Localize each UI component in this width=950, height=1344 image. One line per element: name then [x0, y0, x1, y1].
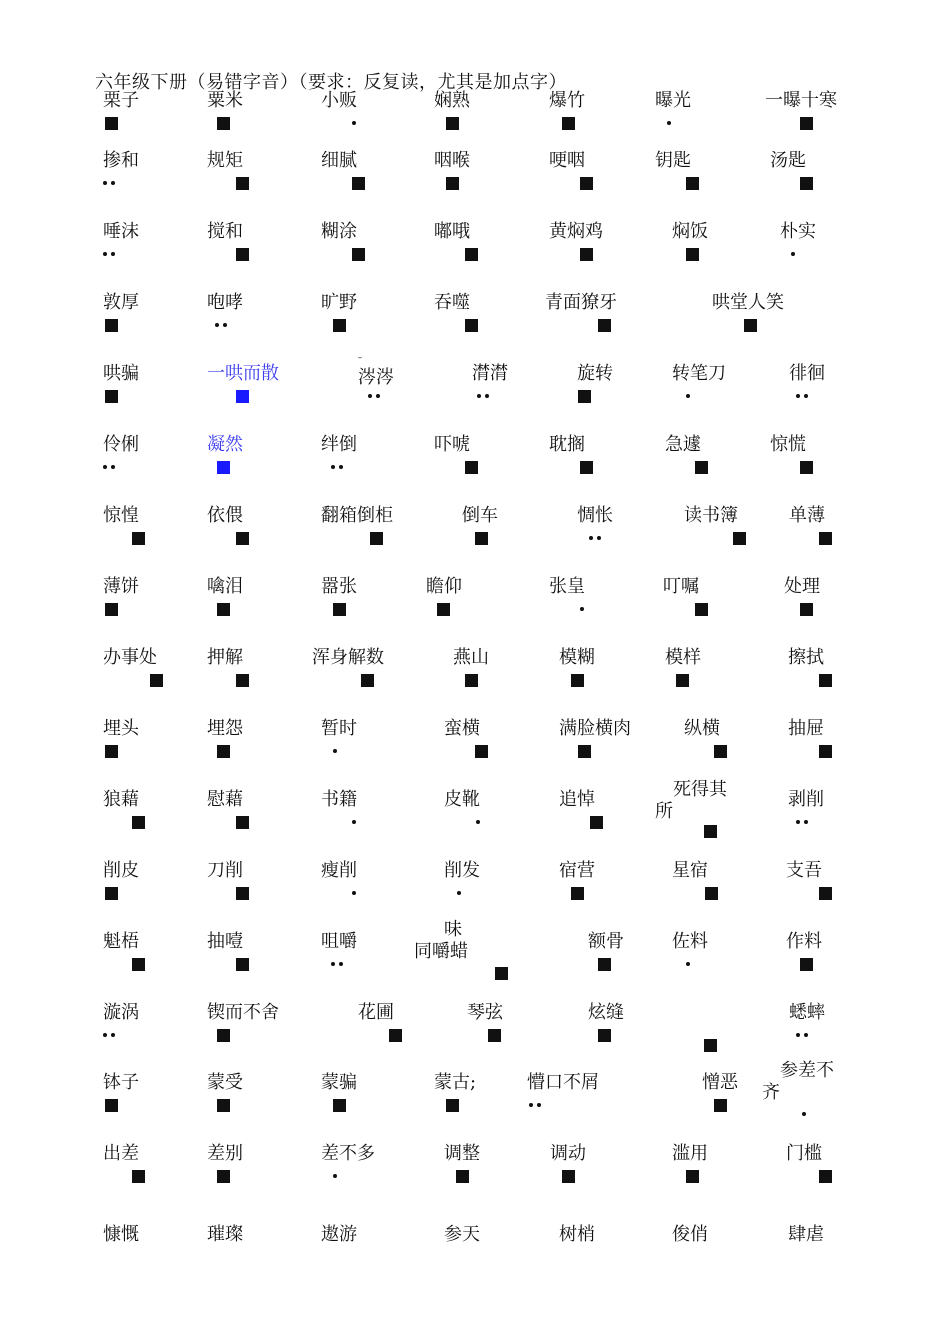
- emphasis-square-mark: [105, 390, 118, 403]
- emphasis-dot-mark: [802, 1112, 806, 1116]
- emphasis-dot-mark: [457, 891, 461, 895]
- vocab-word: 漩涡: [103, 1002, 139, 1023]
- emphasis-square-mark: [105, 1099, 118, 1112]
- emphasis-square-mark: [475, 745, 488, 758]
- vocab-word: 汤匙: [770, 150, 806, 171]
- emphasis-square-mark: [132, 1170, 145, 1183]
- vocab-word: 参差不齐: [762, 1060, 834, 1103]
- vocab-word: 青面獠牙: [545, 292, 617, 313]
- vocab-word: 刀削: [207, 860, 243, 881]
- vocab-word: 曝光: [655, 90, 691, 111]
- emphasis-dot-mark: [580, 607, 584, 611]
- emphasis-square-mark: [488, 1029, 501, 1042]
- vocab-word: 噙泪: [207, 576, 243, 597]
- emphasis-square-mark: [686, 248, 699, 261]
- vocab-word: 抽噎: [207, 931, 243, 952]
- vocab-word: 嘟哦: [434, 221, 470, 242]
- vocab-word: 慷慨: [103, 1224, 139, 1245]
- vocab-word: 遨游: [321, 1224, 357, 1245]
- vocab-word: 糊涂: [321, 221, 357, 242]
- emphasis-dot-mark: [333, 749, 337, 753]
- vocab-word: 额骨: [588, 931, 624, 952]
- vocab-word: 抽屉: [788, 718, 824, 739]
- vocab-word: 押解: [207, 647, 243, 668]
- emphasis-square-mark: [800, 603, 813, 616]
- vocab-word: 黄焖鸡: [549, 221, 603, 242]
- emphasis-square-mark: [590, 816, 603, 829]
- emphasis-square-mark: [475, 532, 488, 545]
- vocab-word: 倒车: [462, 505, 498, 526]
- emphasis-square-mark: [217, 1099, 230, 1112]
- vocab-word: 叮嘱: [663, 576, 699, 597]
- vocab-word: 佐料: [672, 931, 708, 952]
- vocab-word: 规矩: [207, 150, 243, 171]
- vocab-word: 翻箱倒柜: [321, 505, 393, 526]
- vocab-word: 搅和: [207, 221, 243, 242]
- vocab-word: 凝然: [207, 434, 243, 455]
- emphasis-square-mark: [132, 816, 145, 829]
- vocab-word: 剥削: [788, 789, 824, 810]
- vocab-word: 惆怅: [577, 505, 613, 526]
- emphasis-square-mark: [150, 674, 163, 687]
- vocab-word: 炫缝: [588, 1002, 624, 1023]
- vocab-word: 惊惶: [103, 505, 139, 526]
- emphasis-square-mark: [465, 319, 478, 332]
- vocab-word: 吞噬: [434, 292, 470, 313]
- emphasis-dot-mark: [477, 394, 481, 398]
- vocab-word: 耽搁: [549, 434, 585, 455]
- emphasis-dot-mark: [215, 323, 219, 327]
- vocab-word: 一哄而散: [207, 363, 279, 384]
- emphasis-dot-mark: [352, 891, 356, 895]
- emphasis-square-mark: [217, 1029, 230, 1042]
- vocab-word: 哄骗: [103, 363, 139, 384]
- vocab-word: 小贩: [321, 90, 357, 111]
- vocab-word: 旷野: [321, 292, 357, 313]
- vocab-word: 单薄: [789, 505, 825, 526]
- vocab-word: 绊倒: [321, 434, 357, 455]
- emphasis-dot-mark: [223, 323, 227, 327]
- emphasis-square-mark: [819, 1170, 832, 1183]
- vocab-word: 出差: [103, 1143, 139, 1164]
- vocab-word: 蒙受: [207, 1072, 243, 1093]
- emphasis-dot-mark: [368, 394, 372, 398]
- vocab-word: 张皇: [549, 576, 585, 597]
- emphasis-square-mark: [465, 461, 478, 474]
- emphasis-square-mark: [132, 532, 145, 545]
- emphasis-square-mark: [800, 461, 813, 474]
- vocab-word: 懵口不屑: [527, 1072, 599, 1093]
- emphasis-square-mark: [437, 603, 450, 616]
- vocab-word: 哄堂人笑: [712, 292, 784, 313]
- vocab-word: 肆虐: [788, 1224, 824, 1245]
- vocab-word: 掺和: [103, 150, 139, 171]
- page-title: 六年级下册（易错字音）（要求：反复读，尤其是加点字）: [95, 72, 567, 93]
- vocab-word: 滥用: [672, 1143, 708, 1164]
- emphasis-square-mark: [800, 958, 813, 971]
- emphasis-dot-mark: [804, 394, 808, 398]
- emphasis-dot-mark: [686, 962, 690, 966]
- vocab-word: 俊俏: [672, 1224, 708, 1245]
- emphasis-dot-mark: [589, 536, 593, 540]
- emphasis-square-mark: [686, 177, 699, 190]
- emphasis-square-mark: [571, 887, 584, 900]
- emphasis-dot-mark: [667, 121, 671, 125]
- emphasis-dot-mark: [376, 394, 380, 398]
- emphasis-dot-mark: [476, 820, 480, 824]
- vocab-word: 擦拭: [788, 647, 824, 668]
- emphasis-dot-mark: [485, 394, 489, 398]
- vocab-word: 钥匙: [655, 150, 691, 171]
- emphasis-square-mark: [578, 390, 591, 403]
- emphasis-square-mark: [800, 117, 813, 130]
- emphasis-dot-mark: [111, 252, 115, 256]
- vocab-word: 模糊: [559, 647, 595, 668]
- emphasis-square-mark: [819, 887, 832, 900]
- emphasis-square-mark: [236, 674, 249, 687]
- emphasis-dot-mark: [339, 962, 343, 966]
- emphasis-dot-mark: [103, 1033, 107, 1037]
- emphasis-square-mark: [571, 674, 584, 687]
- emphasis-square-mark: [333, 1099, 346, 1112]
- emphasis-square-mark: [705, 887, 718, 900]
- emphasis-square-mark: [446, 117, 459, 130]
- vocab-word: 唾沫: [103, 221, 139, 242]
- emphasis-square-mark: [819, 674, 832, 687]
- vocab-word: 书籍: [321, 789, 357, 810]
- emphasis-square-mark: [105, 887, 118, 900]
- vocab-word: 涔涔: [358, 367, 394, 388]
- vocab-word: 伶俐: [103, 434, 139, 455]
- emphasis-square-mark: [562, 1170, 575, 1183]
- emphasis-square-mark: [580, 461, 593, 474]
- vocab-word: 花圃: [358, 1002, 394, 1023]
- emphasis-dot-mark: [103, 252, 107, 256]
- vocab-word: 星宿: [672, 860, 708, 881]
- vocab-word: 削皮: [103, 860, 139, 881]
- emphasis-square-mark: [704, 825, 717, 838]
- emphasis-square-mark: [733, 532, 746, 545]
- emphasis-square-mark: [217, 745, 230, 758]
- vocab-word: 一曝十寒: [765, 90, 837, 111]
- emphasis-square-mark: [236, 390, 249, 403]
- emphasis-dot-mark: [331, 962, 335, 966]
- emphasis-dot-mark: [796, 1033, 800, 1037]
- emphasis-square-mark: [333, 319, 346, 332]
- vocab-word: 纵横: [684, 718, 720, 739]
- vocab-word: 埋头: [103, 718, 139, 739]
- vocab-word: 潸潸: [472, 363, 508, 384]
- emphasis-square-mark: [370, 532, 383, 545]
- vocab-word: 调动: [550, 1143, 586, 1164]
- emphasis-square-mark: [686, 1170, 699, 1183]
- emphasis-square-mark: [132, 958, 145, 971]
- emphasis-square-mark: [446, 177, 459, 190]
- emphasis-square-mark: [465, 248, 478, 261]
- emphasis-dot-mark: [686, 394, 690, 398]
- vocab-word: 娴熟: [434, 90, 470, 111]
- emphasis-square-mark: [236, 958, 249, 971]
- emphasis-dot-mark: [111, 1033, 115, 1037]
- emphasis-square-mark: [465, 674, 478, 687]
- vocab-word: 旋转: [577, 363, 613, 384]
- emphasis-square-mark: [704, 1039, 717, 1052]
- emphasis-square-mark: [361, 674, 374, 687]
- vocab-word: 钵子: [103, 1072, 139, 1093]
- emphasis-square-mark: [800, 177, 813, 190]
- emphasis-dot-mark: [804, 820, 808, 824]
- vocab-word: 嚣张: [321, 576, 357, 597]
- emphasis-square-mark: [819, 532, 832, 545]
- emphasis-square-mark: [236, 248, 249, 261]
- emphasis-square-mark: [236, 532, 249, 545]
- emphasis-square-mark: [217, 117, 230, 130]
- emphasis-square-mark: [389, 1029, 402, 1042]
- emphasis-dot-mark: [791, 252, 795, 256]
- vocab-word: 依偎: [207, 505, 243, 526]
- vocab-word: 转笔刀: [672, 363, 726, 384]
- vocab-word: 支吾: [786, 860, 822, 881]
- vocab-word: 敦厚: [103, 292, 139, 313]
- vocab-word: 慰藉: [207, 789, 243, 810]
- vocab-word: 参天: [444, 1224, 480, 1245]
- emphasis-square-mark: [819, 745, 832, 758]
- vocab-word: 死得其所: [655, 779, 727, 822]
- emphasis-square-mark: [578, 745, 591, 758]
- emphasis-dot-mark: [352, 820, 356, 824]
- emphasis-square-mark: [105, 319, 118, 332]
- vocab-word: 惊慌: [770, 434, 806, 455]
- vocab-word: 焖饭: [672, 221, 708, 242]
- vocab-word: 树梢: [559, 1224, 595, 1245]
- vocab-word: 追悼: [559, 789, 595, 810]
- emphasis-square-mark: [562, 117, 575, 130]
- vocab-word: 处理: [784, 576, 820, 597]
- vocab-word: 咽喉: [434, 150, 470, 171]
- vocab-word: 瘦削: [321, 860, 357, 881]
- vocab-word: 吓唬: [434, 434, 470, 455]
- emphasis-square-mark: [236, 177, 249, 190]
- vocab-word: 暂时: [321, 718, 357, 739]
- vocab-word: 薄饼: [103, 576, 139, 597]
- vocab-word: 魁梧: [103, 931, 139, 952]
- emphasis-dot-mark: [111, 181, 115, 185]
- vocab-word: 差不多: [321, 1143, 375, 1164]
- vocab-word: 蒙骗: [321, 1072, 357, 1093]
- vocab-word: 燕山: [453, 647, 489, 668]
- emphasis-square-mark: [217, 603, 230, 616]
- vocab-word: 栗子: [103, 90, 139, 111]
- vocab-word: 急遽: [665, 434, 701, 455]
- vocab-word: 蒙古;: [434, 1072, 477, 1093]
- emphasis-square-mark: [580, 177, 593, 190]
- emphasis-square-mark: [676, 674, 689, 687]
- emphasis-dot-mark: [103, 181, 107, 185]
- vocab-word: 埋怨: [207, 718, 243, 739]
- vocab-word: 模样: [665, 647, 701, 668]
- vocab-word: 蛮横: [444, 718, 480, 739]
- emphasis-dot-mark: [529, 1103, 533, 1107]
- vocab-word: 满脸横肉: [559, 718, 631, 739]
- vocab-word: 狼藉: [103, 789, 139, 810]
- vocab-word: 皮靴: [444, 789, 480, 810]
- emphasis-square-mark: [105, 117, 118, 130]
- vocab-word: 咆哮: [207, 292, 243, 313]
- vocab-word: 差别: [207, 1143, 243, 1164]
- vocab-word: 徘徊: [789, 363, 825, 384]
- vocab-word: 办事处: [103, 647, 157, 668]
- emphasis-square-mark: [236, 887, 249, 900]
- emphasis-dot-mark: [333, 1174, 337, 1178]
- vocab-word: 璀璨: [207, 1224, 243, 1245]
- vocab-word: 爆竹: [549, 90, 585, 111]
- vocab-word: 咀嚼: [321, 931, 357, 952]
- vocab-word: 削发: [444, 860, 480, 881]
- vocab-word: 门槛: [786, 1143, 822, 1164]
- vocab-word: 浑身解数: [312, 647, 384, 668]
- vocab-word: 哽咽: [549, 150, 585, 171]
- emphasis-dot-mark: [331, 465, 335, 469]
- emphasis-square-mark: [695, 603, 708, 616]
- emphasis-square-mark: [105, 745, 118, 758]
- emphasis-square-mark: [714, 745, 727, 758]
- emphasis-dot-mark: [352, 121, 356, 125]
- emphasis-square-mark: [495, 967, 508, 980]
- vocab-word: 憎恶: [702, 1072, 738, 1093]
- vocab-word: 锲而不舍: [207, 1002, 279, 1023]
- vocab-word: 朴实: [780, 221, 816, 242]
- emphasis-square-mark: [446, 1099, 459, 1112]
- emphasis-dot-mark: [597, 536, 601, 540]
- emphasis-square-mark: [333, 603, 346, 616]
- vocab-word: 调整: [444, 1143, 480, 1164]
- emphasis-square-mark: [352, 177, 365, 190]
- vocab-word: 宿营: [559, 860, 595, 881]
- emphasis-dot-mark: [804, 1033, 808, 1037]
- emphasis-square-mark: [217, 1170, 230, 1183]
- emphasis-square-mark: [236, 816, 249, 829]
- emphasis-square-mark: [714, 1099, 727, 1112]
- emphasis-dot-mark: [796, 820, 800, 824]
- emphasis-square-mark: [217, 461, 230, 474]
- vocab-word: 作料: [786, 931, 822, 952]
- emphasis-square-mark: [695, 461, 708, 474]
- emphasis-square-mark: [456, 1170, 469, 1183]
- emphasis-dot-mark: [111, 465, 115, 469]
- emphasis-dot-mark: [537, 1103, 541, 1107]
- emphasis-square-mark: [598, 1029, 611, 1042]
- vocab-word: 读书簿: [684, 505, 738, 526]
- emphasis-square-mark: [598, 958, 611, 971]
- emphasis-square-mark: [352, 248, 365, 261]
- emphasis-square-mark: [580, 248, 593, 261]
- vocab-word: 细腻: [321, 150, 357, 171]
- emphasis-dot-mark: [339, 465, 343, 469]
- vocab-word: 粟米: [207, 90, 243, 111]
- vocab-word: 瞻仰: [426, 576, 462, 597]
- vocab-word: 琴弦: [467, 1002, 503, 1023]
- emphasis-square-mark: [105, 603, 118, 616]
- vocab-word: 味同嚼蜡: [414, 919, 468, 962]
- emphasis-square-mark: [744, 319, 757, 332]
- emphasis-dot-mark: [103, 465, 107, 469]
- emphasis-square-mark: [598, 319, 611, 332]
- emphasis-dot-mark: [796, 394, 800, 398]
- vocab-word: 蟋蟀: [789, 1002, 825, 1023]
- small-decoration-icon: ′′′′: [358, 357, 362, 364]
